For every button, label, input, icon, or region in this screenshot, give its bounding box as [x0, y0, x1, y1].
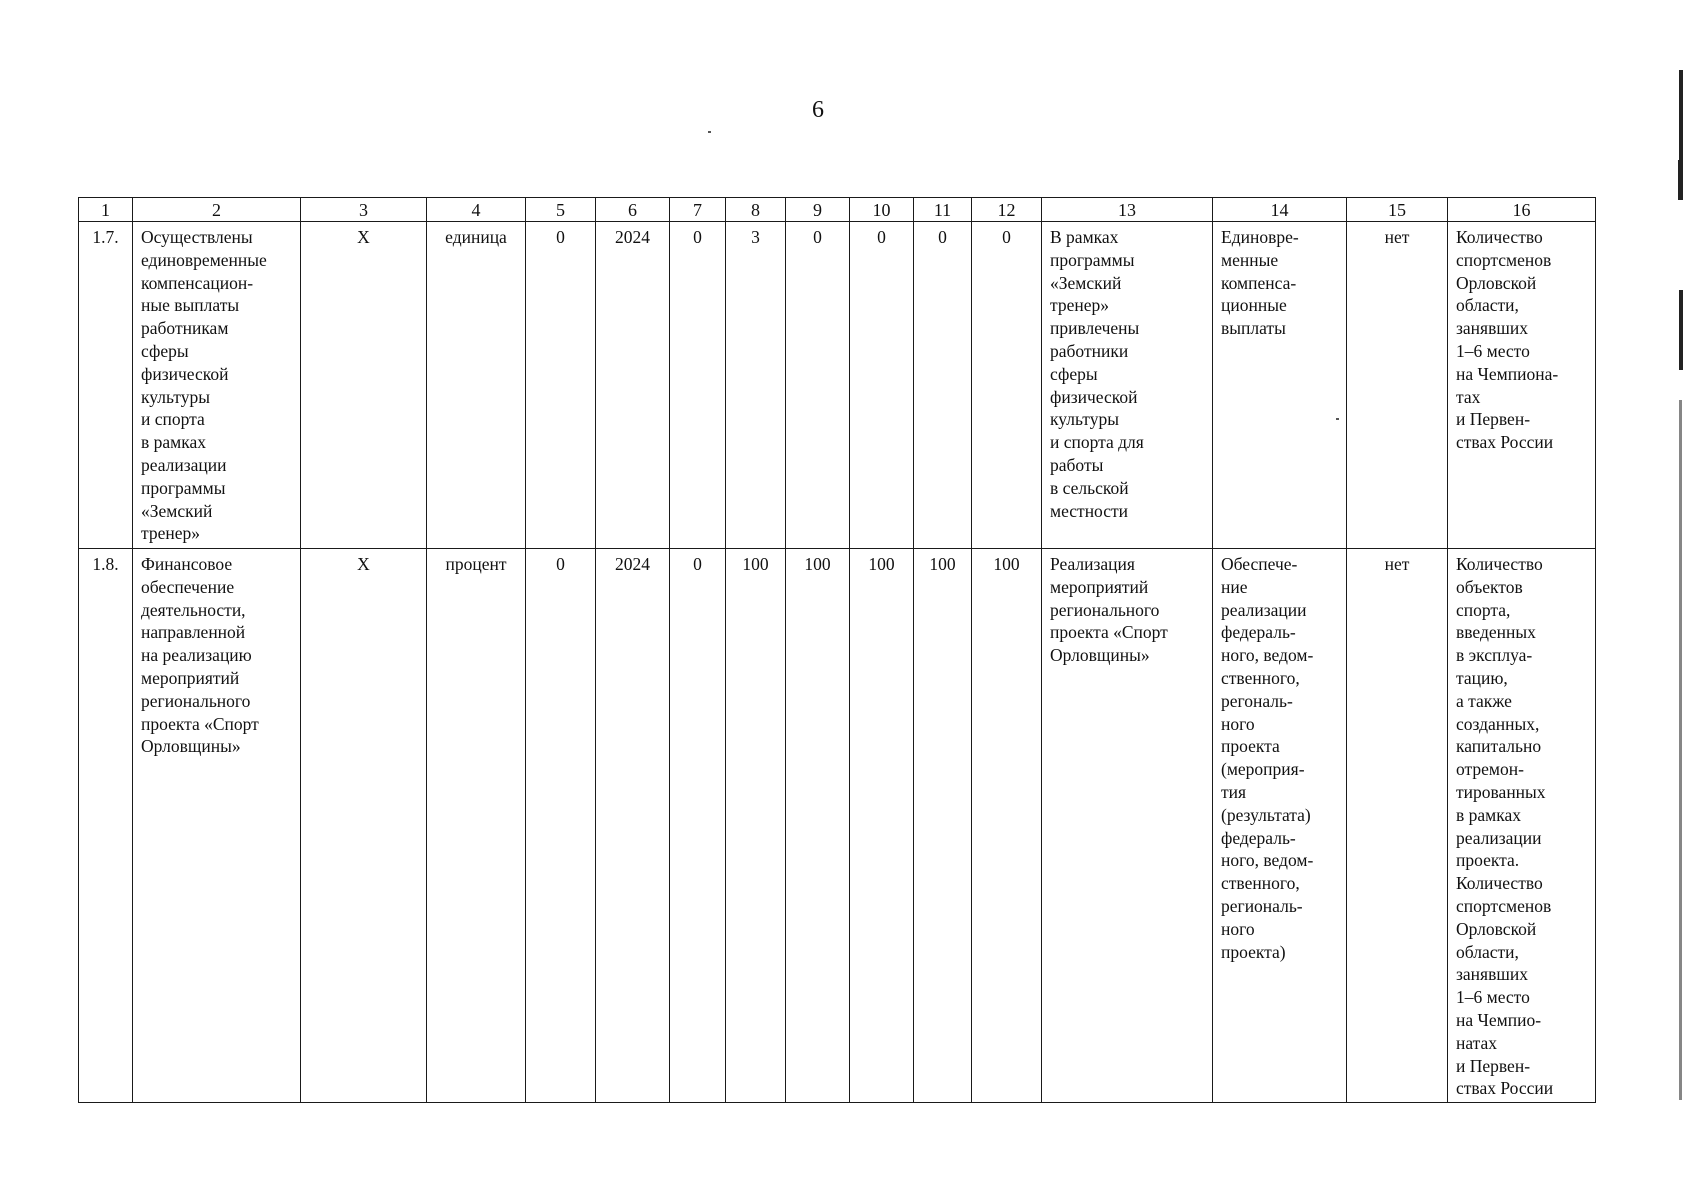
cell-line: направленной [141, 622, 246, 643]
cell-line: ного [1221, 918, 1255, 939]
cell-line: ного, ведом- [1221, 645, 1314, 666]
cell-line: и Первен- [1456, 409, 1531, 430]
cell-line: проекта «Спорт [1050, 622, 1168, 643]
cell-line: единовременные [141, 249, 267, 270]
cell-line: ние [1221, 576, 1248, 597]
cell-line: и Первен- [1456, 1055, 1531, 1076]
cell-col7: 0 [670, 549, 726, 1103]
cell-line: сферы [141, 340, 189, 361]
page-number: 6 [812, 97, 824, 123]
cell-col3: Х [301, 222, 427, 549]
header-cell: 9 [786, 198, 850, 222]
cell-line: В рамках [1050, 227, 1119, 247]
cell-line: на Чемпио- [1456, 1009, 1542, 1030]
header-cell: 11 [914, 198, 972, 222]
row-number: 1.8. [79, 549, 133, 1103]
cell-line: Количество [1456, 227, 1543, 247]
cell-line: в эксплуа- [1456, 645, 1533, 666]
cell-line: Единовре- [1221, 227, 1299, 247]
indicator-name [133, 549, 301, 1103]
cell-line: менные [1221, 249, 1279, 270]
row-number: 1.7. [79, 222, 133, 549]
header-cell: 1 [79, 198, 133, 222]
cell-line: проекта «Спорт [141, 713, 259, 734]
cell-col5: 0 [526, 549, 596, 1103]
cell-line: в рамках [1456, 804, 1521, 825]
cell-line: региональ- [1221, 895, 1303, 916]
cell-line: программы [1050, 249, 1135, 270]
cell-line: культуры [141, 386, 210, 407]
cell-line: ствах России [1456, 1078, 1554, 1099]
cell-line: тия [1221, 781, 1247, 802]
cell-line: спортсменов [1456, 895, 1552, 916]
cell-col15: нет [1347, 222, 1448, 549]
cell-line: работы [1050, 454, 1104, 475]
header-cell: 3 [301, 198, 427, 222]
cell-line: в рамках [141, 432, 206, 453]
cell-line: проекта) [1221, 941, 1286, 962]
cell-col13 [1042, 549, 1213, 1103]
scan-edge-mark [1678, 160, 1683, 200]
cell-col8: 100 [726, 549, 786, 1103]
year-cell: 2024 [596, 222, 670, 549]
cell-col16 [1448, 549, 1596, 1103]
cell-line: сферы [1050, 363, 1098, 384]
cell-line: тированных [1456, 781, 1546, 802]
cell-line: ные выплаты [141, 295, 240, 316]
cell-line: «Земский [141, 500, 213, 521]
cell-col10: 0 [850, 222, 914, 549]
cell-col9: 0 [786, 222, 850, 549]
cell-line: культуры [1050, 409, 1119, 430]
cell-col16 [1448, 222, 1596, 549]
cell-line: обеспечение [141, 576, 235, 597]
cell-line: ствах России [1456, 432, 1554, 453]
cell-line: Орловщины» [1050, 645, 1150, 666]
cell-line: физической [1050, 386, 1138, 407]
cell-line: введенных [1456, 622, 1536, 643]
header-cell: 4 [427, 198, 526, 222]
cell-line: на реализацию [141, 645, 252, 666]
cell-line: ционные [1221, 295, 1287, 316]
cell-line: Реализация [1050, 554, 1135, 574]
header-cell: 5 [526, 198, 596, 222]
scan-edge-mark [1679, 290, 1683, 370]
cell-line: Количество [1456, 873, 1543, 894]
cell-line: ственного, [1221, 873, 1300, 894]
cell-line: на Чемпиона- [1456, 363, 1559, 384]
cell-line: в сельской [1050, 477, 1129, 498]
cell-line: тацию, [1456, 667, 1508, 688]
header-cell: 8 [726, 198, 786, 222]
header-cell: 2 [133, 198, 301, 222]
cell-line: 1–6 место [1456, 987, 1530, 1008]
cell-line: реализации [1456, 827, 1542, 848]
cell-col12: 100 [972, 549, 1042, 1103]
cell-col13 [1042, 222, 1213, 549]
cell-line: деятельности, [141, 599, 246, 620]
cell-line: Орловской [1456, 918, 1537, 939]
cell-line: (результата) [1221, 804, 1311, 825]
cell-line: регональ- [1221, 690, 1293, 711]
cell-line: Орловщины» [141, 736, 241, 757]
cell-line: и спорта для [1050, 432, 1144, 453]
header-cell: 7 [670, 198, 726, 222]
header-cell: 13 [1042, 198, 1213, 222]
cell-line: занявших [1456, 318, 1528, 339]
column-number-row [79, 198, 1596, 222]
cell-col15: нет [1347, 549, 1448, 1103]
cell-line: тах [1456, 386, 1481, 407]
cell-col11: 0 [914, 222, 972, 549]
cell-line: области, [1456, 295, 1519, 316]
cell-line: и спорта [141, 409, 205, 430]
cell-line: выплаты [1221, 318, 1286, 339]
cell-line: федераль- [1221, 622, 1296, 643]
cell-line: 1–6 место [1456, 340, 1530, 361]
cell-line: физической [141, 363, 229, 384]
cell-line: программы [141, 477, 226, 498]
header-cell: 10 [850, 198, 914, 222]
header-cell: 14 [1213, 198, 1347, 222]
cell-line: реализации [141, 454, 227, 475]
cell-line: мероприятий [141, 667, 240, 688]
cell-line: ного, ведом- [1221, 850, 1314, 871]
cell-line: ственного, [1221, 667, 1300, 688]
cell-col14 [1213, 549, 1347, 1103]
indicator-table [78, 197, 1596, 1103]
cell-line: области, [1456, 941, 1519, 962]
cell-line: спорта, [1456, 599, 1511, 620]
cell-line: Финансовое [141, 554, 233, 574]
cell-col7: 0 [670, 222, 726, 549]
cell-line: спортсменов [1456, 249, 1552, 270]
table-row [79, 549, 1596, 1103]
header-cell: 12 [972, 198, 1042, 222]
cell-col12: 0 [972, 222, 1042, 549]
cell-line: «Земский [1050, 272, 1122, 293]
cell-col3: Х [301, 549, 427, 1103]
cell-line: ного [1221, 713, 1255, 734]
cell-line: объектов [1456, 576, 1523, 597]
cell-col14 [1213, 222, 1347, 549]
cell-col11: 100 [914, 549, 972, 1103]
cell-line: тренер» [1050, 295, 1110, 316]
cell-col8: 3 [726, 222, 786, 549]
cell-line: проекта. [1456, 850, 1520, 871]
cell-line: созданных, [1456, 713, 1540, 734]
scan-edge-mark [1679, 400, 1682, 1100]
cell-line: Обеспече- [1221, 554, 1298, 574]
scan-dot [708, 131, 711, 133]
cell-line: Орловской [1456, 272, 1537, 293]
cell-line: занявших [1456, 964, 1528, 985]
cell-col5: 0 [526, 222, 596, 549]
cell-line: привлечены [1050, 318, 1140, 339]
cell-line: мероприятий [1050, 576, 1149, 597]
cell-line: компенсацион- [141, 272, 254, 293]
cell-col9: 100 [786, 549, 850, 1103]
unit-cell: единица [427, 222, 526, 549]
cell-line: а также [1456, 690, 1512, 711]
cell-line: регионального [1050, 599, 1160, 620]
cell-line: регионального [141, 690, 251, 711]
cell-line: работники [1050, 340, 1129, 361]
header-cell: 6 [596, 198, 670, 222]
cell-line: Осуществлены [141, 227, 253, 247]
cell-line: тренер» [141, 523, 201, 544]
unit-cell: процент [427, 549, 526, 1103]
header-cell: 15 [1347, 198, 1448, 222]
cell-line: реализации [1221, 599, 1307, 620]
cell-line: местности [1050, 500, 1129, 521]
cell-col10: 100 [850, 549, 914, 1103]
header-cell: 16 [1448, 198, 1596, 222]
cell-line: компенса- [1221, 272, 1297, 293]
cell-line: натах [1456, 1032, 1498, 1053]
cell-line: проекта [1221, 736, 1280, 757]
cell-line: Количество [1456, 554, 1543, 574]
cell-line: капитально [1456, 736, 1542, 757]
cell-line: (мероприя- [1221, 759, 1305, 780]
cell-line: отремон- [1456, 759, 1524, 780]
cell-line: работникам [141, 318, 229, 339]
indicator-name [133, 222, 301, 549]
cell-line: федераль- [1221, 827, 1296, 848]
table-row [79, 222, 1596, 549]
year-cell: 2024 [596, 549, 670, 1103]
